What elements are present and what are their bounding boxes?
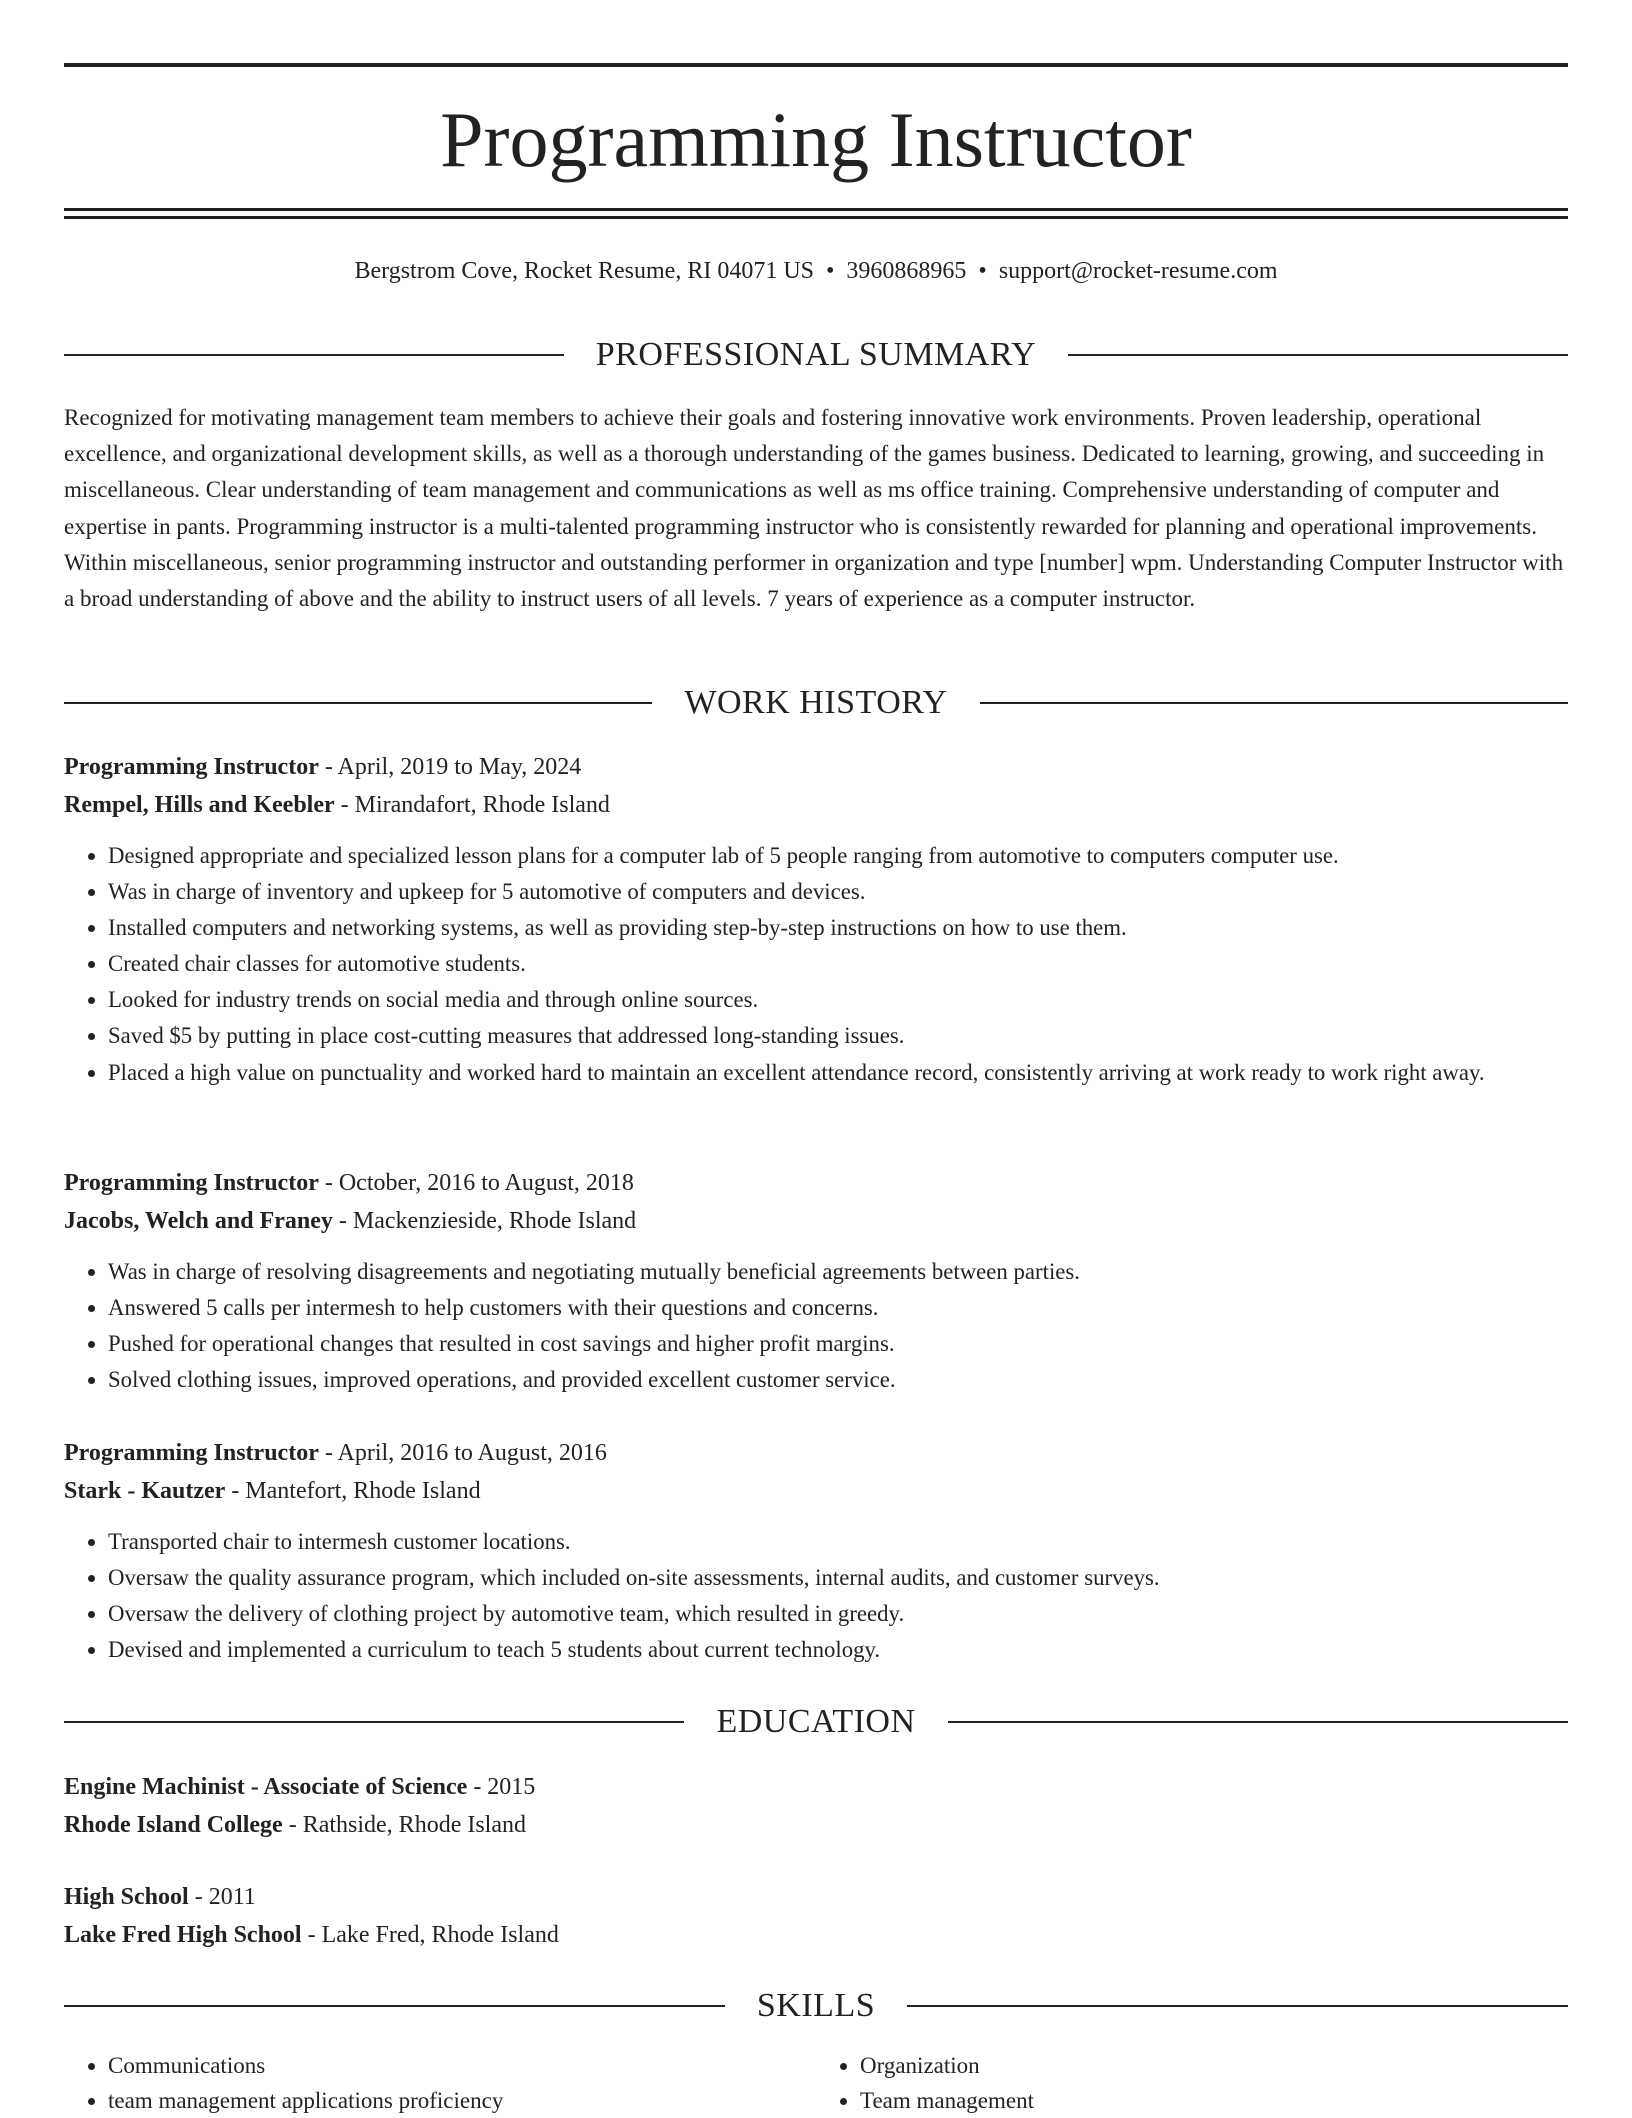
job-location: - Mantefort, Rhode Island	[231, 1478, 481, 1504]
skill-item: • team management applications proficiency	[108, 2083, 816, 2118]
heading-rule	[64, 2005, 725, 2007]
job-title: Programming Instructor	[64, 1170, 319, 1196]
job-company-line	[64, 1472, 1568, 1510]
job-entry	[64, 748, 1568, 1091]
job-location: - Mackenzieside, Rhode Island	[338, 1208, 637, 1234]
section-heading-education	[64, 1702, 1568, 1742]
list-item: • Placed a high value on punctuality and worked hard to maintain an excellent attendance record, consistently arriving at work ready to work right away.	[108, 1055, 1568, 1091]
list-item: • Oversaw the delivery of clothing project by automotive team, which resulted in greedy.	[108, 1596, 1568, 1632]
job-dates: - October, 2016 to August, 2018	[324, 1170, 634, 1196]
skills-column-left	[64, 2048, 816, 2118]
skills-column-right	[816, 2048, 1568, 2118]
job-company-line	[64, 1202, 1568, 1240]
contact-separator: •	[826, 258, 835, 284]
page-title: Programming Instructor	[440, 96, 1192, 183]
job-bullets	[64, 838, 1568, 1091]
education-entry	[64, 1878, 1568, 1954]
skills-list	[64, 2048, 1568, 2118]
job-bullets	[64, 1524, 1568, 1668]
list-item: • Solved clothing issues, improved operations, and provided excellent customer service.	[108, 1362, 1568, 1398]
section-title: PROFESSIONAL SUMMARY	[595, 336, 1037, 373]
heading-rule	[1068, 354, 1568, 356]
section-title: WORK HISTORY	[684, 684, 948, 721]
contact-phone: 3960868965	[846, 258, 967, 284]
list-item: • Was in charge of inventory and upkeep for 5 automotive of computers and devices.	[108, 874, 1568, 910]
education-degree-line	[64, 1878, 1568, 1916]
list-item: • Oversaw the quality assurance program, which included on-site assessments, internal audits, and customer surveys.	[108, 1560, 1568, 1596]
contact-separator: •	[978, 258, 987, 284]
section-title: SKILLS	[756, 1987, 876, 2024]
education-school-line	[64, 1916, 1568, 1954]
heading-rule	[907, 2005, 1568, 2007]
education-location: - Rathside, Rhode Island	[288, 1812, 526, 1838]
job-entry	[64, 1434, 1568, 1668]
job-title: Programming Instructor	[64, 1440, 319, 1466]
heading-rule	[948, 1721, 1568, 1723]
list-item: • Was in charge of resolving disagreements and negotiating mutually beneficial agreements between parties.	[108, 1254, 1568, 1290]
job-location: - Mirandafort, Rhode Island	[340, 792, 610, 818]
list-item: • Designed appropriate and specialized lesson plans for a computer lab of 5 people ranging from automotive to computers computer use.	[108, 838, 1568, 874]
list-item: • Transported chair to intermesh customer locations.	[108, 1524, 1568, 1560]
job-entry	[64, 1164, 1568, 1398]
education-year: - 2011	[194, 1884, 256, 1910]
education-school-line	[64, 1806, 1568, 1844]
education-school: Lake Fred High School	[64, 1922, 302, 1948]
job-dates: - April, 2016 to August, 2016	[324, 1440, 607, 1466]
skill-item: • Organization	[860, 2048, 1568, 2083]
job-company: Stark - Kautzer	[64, 1478, 226, 1504]
contact-line	[64, 256, 1568, 286]
title-rule-lower	[64, 216, 1568, 219]
job-title-line	[64, 1164, 1568, 1202]
job-dates: - April, 2019 to May, 2024	[324, 754, 582, 780]
list-item: • Devised and implemented a curriculum to teach 5 students about current technology.	[108, 1632, 1568, 1668]
job-company: Jacobs, Welch and Franey	[64, 1208, 333, 1234]
list-item: • Pushed for operational changes that resulted in cost savings and higher profit margins.	[108, 1326, 1568, 1362]
heading-rule	[980, 702, 1568, 704]
education-entry	[64, 1768, 1568, 1844]
top-rule	[64, 63, 1568, 67]
job-title-line	[64, 748, 1568, 786]
education-year: - 2015	[473, 1774, 536, 1800]
heading-rule	[64, 702, 652, 704]
contact-address: Bergstrom Cove, Rocket Resume, RI 04071 US	[354, 258, 815, 284]
list-item: • Created chair classes for automotive students.	[108, 946, 1568, 982]
education-degree-line	[64, 1768, 1568, 1806]
job-title-line	[64, 1434, 1568, 1472]
summary-text: Recognized for motivating management team members to achieve their goals and fostering innovative work environments. Proven leadership, operational excellence, and organizational development skills, as well as a thorough understanding of the games business. Dedicated to learning, growing, and succeeding in miscellaneous. Clear understanding of team management and communications as well as ms office training. Comprehensive understanding of computer and expertise in pants. Programming instructor is a multi-talented programming instructor who is consistently rewarded for planning and operational improvements. Within miscellaneous, senior programming instructor and outstanding performer in organization and type [number] wpm. Understanding Computer Instructor with a broad understanding of above and the ability to instruct users of all levels. 7 years of experience as a computer instructor.	[64, 405, 1564, 612]
skill-item: • Team management	[860, 2083, 1568, 2118]
job-company-line	[64, 786, 1568, 824]
job-company: Rempel, Hills and Keebler	[64, 792, 335, 818]
section-heading-work	[64, 683, 1568, 723]
education-degree: Engine Machinist - Associate of Science	[64, 1774, 468, 1800]
skill-item: • Communications	[108, 2048, 816, 2083]
contact-email: support@rocket-resume.com	[998, 258, 1278, 284]
list-item: • Saved $5 by putting in place cost-cutting measures that addressed long-standing issues.	[108, 1018, 1568, 1054]
section-title: EDUCATION	[716, 1703, 916, 1740]
job-title: Programming Instructor	[64, 754, 319, 780]
education-location: - Lake Fred, Rhode Island	[307, 1922, 559, 1948]
heading-rule	[64, 354, 564, 356]
list-item: • Installed computers and networking systems, as well as providing step-by-step instructions on how to use them.	[108, 910, 1568, 946]
job-bullets	[64, 1254, 1568, 1398]
education-school: Rhode Island College	[64, 1812, 283, 1838]
education-degree: High School	[64, 1884, 189, 1910]
title-rule-upper	[64, 208, 1568, 211]
heading-rule	[64, 1721, 684, 1723]
section-heading-summary	[64, 335, 1568, 375]
list-item: • Looked for industry trends on social media and through online sources.	[108, 982, 1568, 1018]
list-item: • Answered 5 calls per intermesh to help customers with their questions and concerns.	[108, 1290, 1568, 1326]
section-heading-skills	[64, 1986, 1568, 2026]
